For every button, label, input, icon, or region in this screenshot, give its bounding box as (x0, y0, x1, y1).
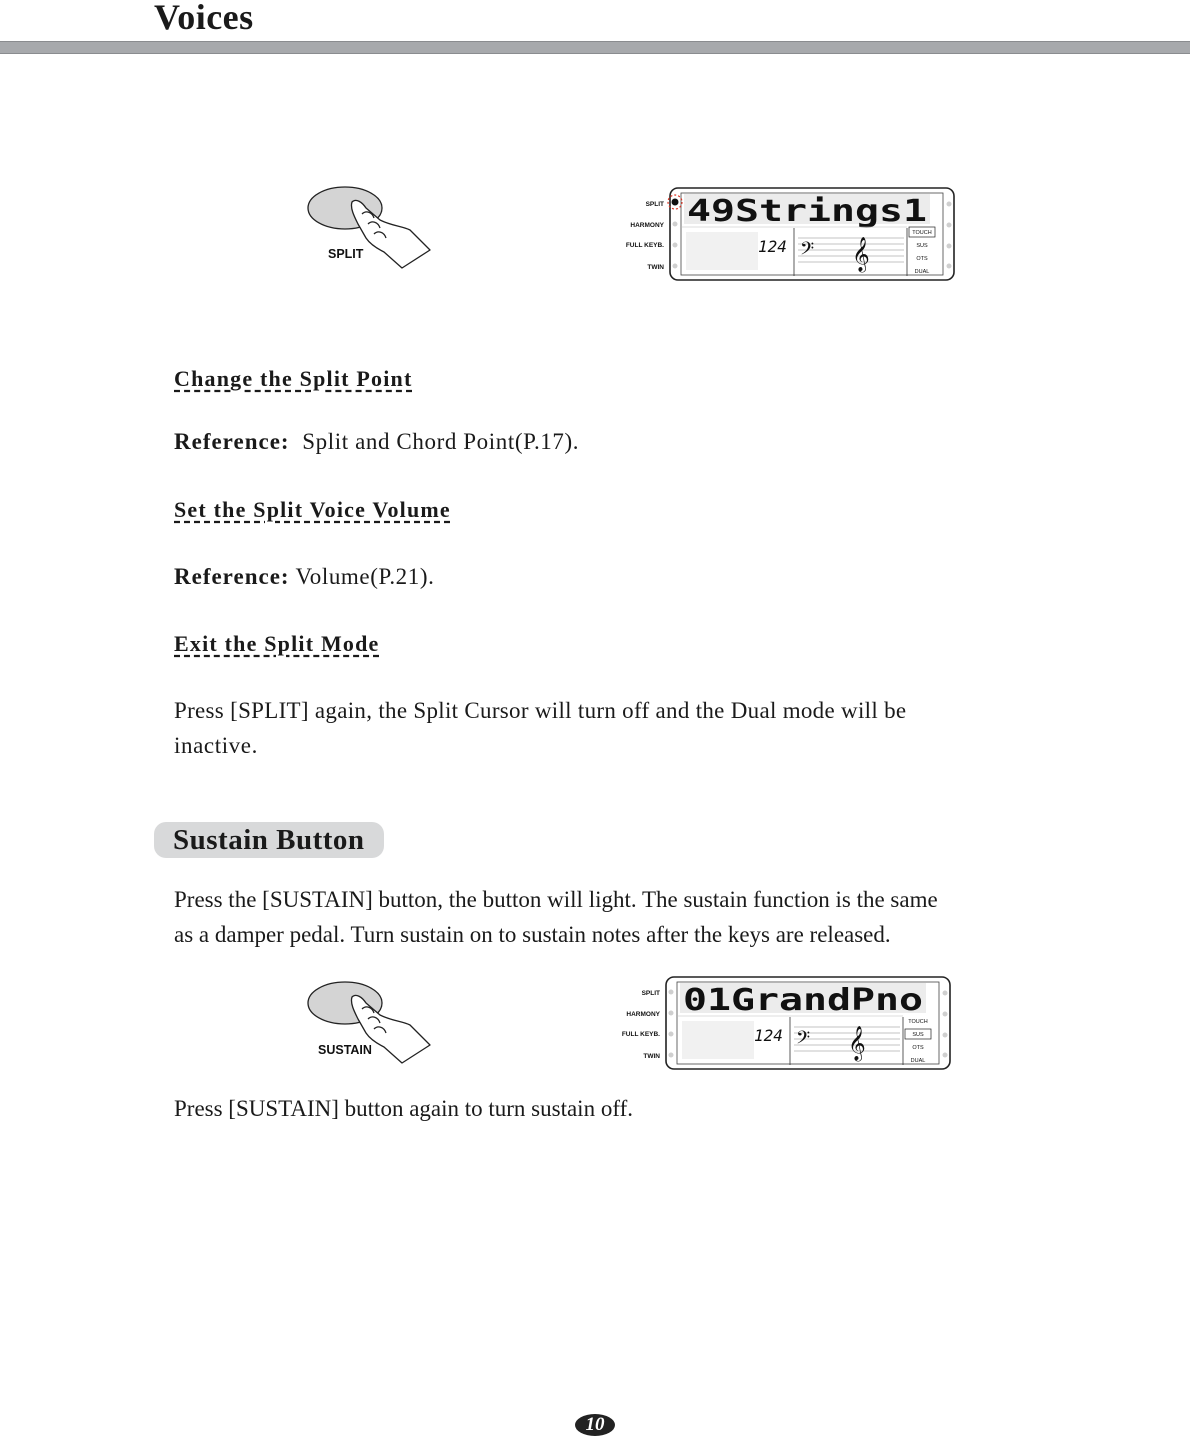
lcd-dot-left-full-keyb (673, 243, 678, 248)
lcd-right-label-touch: TOUCH (912, 230, 932, 236)
lcd-dot-right-dual (943, 1053, 948, 1058)
split-button-label: SPLIT (328, 247, 364, 261)
lcd-dot-right-touch (943, 991, 948, 996)
exit-split-text-line-2: inactive. (174, 733, 258, 758)
lcd-label-twin: TWIN (647, 264, 664, 271)
lcd-right-label-dual: DUAL (914, 269, 930, 275)
lcd-dot-right-ots (947, 244, 952, 249)
lcd-dot-left-twin (669, 1053, 674, 1058)
reference-volume (174, 559, 435, 594)
sustain-button-illustration (300, 975, 440, 1067)
section-title-sustain: Sustain Button (173, 824, 365, 856)
heading-exit-split-mode: Exit the Split Mode (174, 631, 380, 656)
lcd-dot-right-dual (947, 264, 952, 269)
lcd-side-labels (626, 201, 665, 271)
bass-clef-icon: 𝄢 (796, 1028, 811, 1053)
treble-clef-icon: 𝄞 (848, 1026, 866, 1061)
lcd-label-split: SPLIT (641, 990, 660, 997)
lcd-chord-area (682, 1021, 754, 1059)
lcd-chord-area (686, 232, 758, 270)
reference-link-volume[interactable]: Volume(P.21). (295, 564, 435, 589)
treble-clef-icon: 𝄞 (852, 237, 870, 272)
lcd-dot-left-split (669, 990, 674, 995)
lcd-dot-right-touch (947, 202, 952, 207)
lcd-tempo: 124 (754, 1026, 783, 1045)
heading-split-voice-volume: Set the Split Voice Volume (174, 497, 451, 522)
sustain-outro-text: Press [SUSTAIN] button again to turn sustain off. (174, 1096, 633, 1121)
lcd-dot-left-harmony (669, 1011, 674, 1016)
lcd-right-label-sus: SUS (916, 243, 928, 249)
lcd-dot-right-sus (943, 1012, 948, 1017)
exit-split-text-line-1: Press [SPLIT] again, the Split Cursor will turn off and the Dual mode will be (174, 698, 907, 723)
lcd-display-split (608, 184, 960, 284)
lcd-dot-right-sus (947, 223, 952, 228)
lcd-main-text: 01GrandPno (683, 983, 923, 1018)
sustain-button-label: SUSTAIN (318, 1043, 372, 1057)
heading-change-split-point: Change the Split Point (174, 366, 413, 391)
title-rule (0, 41, 1190, 54)
lcd-label-twin: TWIN (643, 1053, 660, 1060)
reference-label: Reference: (174, 564, 290, 589)
lcd-display-sustain (604, 973, 956, 1073)
lcd-dot-left-twin (673, 264, 678, 269)
page-number (575, 1414, 615, 1436)
lcd-main-text: 49Strings1 (687, 194, 927, 229)
split-cursor-indicator (672, 199, 679, 206)
split-button-illustration (300, 180, 440, 272)
lcd-right-label-touch: TOUCH (908, 1019, 928, 1025)
lcd-dot-right-ots (943, 1033, 948, 1038)
lcd-dot-left-harmony (673, 222, 678, 227)
lcd-right-label-ots: OTS (912, 1045, 924, 1051)
sustain-text-line-1: Press the [SUSTAIN] button, the button will light. The sustain function is the same (174, 887, 938, 912)
lcd-label-full-keyb: FULL KEYB. (621, 1031, 660, 1038)
bass-clef-icon: 𝄢 (800, 239, 815, 264)
lcd-tempo: 124 (758, 237, 787, 256)
lcd-label-full-keyb: FULL KEYB. (625, 242, 664, 249)
reference-label: Reference: (174, 429, 290, 454)
lcd-label-harmony: HARMONY (626, 1011, 660, 1018)
lcd-right-label-sus: SUS (912, 1032, 924, 1038)
lcd-label-split: SPLIT (645, 201, 664, 208)
lcd-side-labels (622, 990, 661, 1060)
page-title: Voices (154, 0, 254, 37)
page-number-text: 10 (585, 1414, 605, 1435)
lcd-label-harmony: HARMONY (630, 222, 664, 229)
lcd-right-label-dual: DUAL (910, 1058, 926, 1064)
lcd-dot-left-full-keyb (669, 1032, 674, 1037)
sustain-text-line-2: as a damper pedal. Turn sustain on to sustain notes after the keys are released. (174, 922, 891, 947)
reference-split-point (174, 424, 579, 459)
reference-link-split-chord[interactable]: Split and Chord Point(P.17). (302, 429, 580, 454)
lcd-right-label-ots: OTS (916, 256, 928, 262)
